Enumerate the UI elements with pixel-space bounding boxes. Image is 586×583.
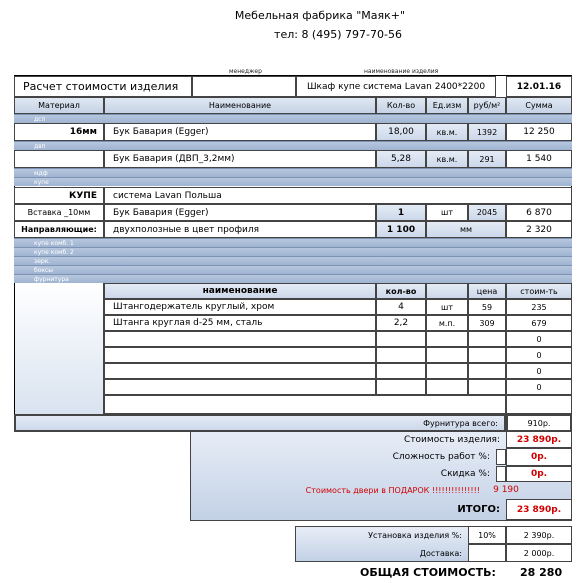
section-dvp: двп <box>14 141 572 150</box>
row-name: система Lavan Польша <box>104 187 572 204</box>
hw-item-unit <box>426 363 468 379</box>
product-field[interactable]: Шкаф купе система Lavan 2400*2200 <box>296 76 496 97</box>
hw-col-name: наименование <box>104 283 376 299</box>
cost-value: 23 890р. <box>506 431 572 448</box>
hw-item-qty[interactable]: 2,2 <box>376 315 426 331</box>
hw-item-cost: 679 <box>506 315 572 331</box>
hw-col-cost: стоим-ть <box>506 283 572 299</box>
row-unit: кв.м. <box>426 123 468 141</box>
col-price: руб/м² <box>468 97 506 114</box>
total-value: 23 890р. <box>506 499 572 520</box>
section-furnitura: фурнитура <box>14 274 572 283</box>
hw-item-unit <box>426 379 468 395</box>
col-unit: Ед.изм <box>426 97 468 114</box>
hw-col-unit <box>426 283 468 299</box>
row-name: Бук Бавария (Egger) <box>104 123 376 141</box>
section-boksy: боксы <box>14 265 572 274</box>
row-material: Направляющие: <box>14 221 104 238</box>
hw-item-price <box>468 347 506 363</box>
row-material: Вставка _10мм <box>14 204 104 221</box>
hw-item-unit <box>426 347 468 363</box>
hw-item-cost: 0 <box>506 363 572 379</box>
discount-input[interactable] <box>496 466 506 482</box>
hw-item-name: Штангодержатель круглый, хром <box>104 299 376 315</box>
section-dsp: дсп <box>14 114 572 123</box>
grand-total-label: ОБЩАЯ СТОИМОСТЬ: <box>360 566 496 579</box>
manager-label: менеджер <box>229 68 262 75</box>
row-sum: 12 250 <box>506 123 572 141</box>
delivery-label: Доставка: <box>419 548 462 558</box>
row-unit: кв.м. <box>426 150 468 168</box>
date-field[interactable]: 12.01.16 <box>506 76 572 97</box>
manager-field[interactable] <box>192 76 296 97</box>
complexity-input[interactable] <box>496 449 506 465</box>
col-sum: Сумма <box>506 97 572 114</box>
hw-item-cost: 0 <box>506 347 572 363</box>
section-mdf: мдф <box>14 168 572 177</box>
section-kupe: купе <box>14 177 572 186</box>
row-sum: 1 540 <box>506 150 572 168</box>
delivery-value: 2 000р. <box>506 544 572 562</box>
row-unit: мм <box>426 221 506 238</box>
row-price[interactable]: 2045 <box>468 204 506 221</box>
hw-item-qty[interactable] <box>376 363 426 379</box>
row-price[interactable]: 1392 <box>468 123 506 141</box>
hw-col-price: цена <box>468 283 506 299</box>
complexity-label: Сложность работ %: <box>392 452 490 462</box>
company-phone: тел: 8 (495) 797-70-56 <box>274 28 402 41</box>
hw-item-price <box>468 379 506 395</box>
hardware-total-value: 910р. <box>506 414 572 432</box>
hw-item-unit: м.п. <box>426 315 468 331</box>
section-zerkalo: зерк. <box>14 256 572 265</box>
row-qty[interactable]: 1 <box>376 204 426 221</box>
hw-item-price: 309 <box>468 315 506 331</box>
hardware-left-panel <box>15 283 104 414</box>
complexity-value: 0р. <box>506 448 572 466</box>
hw-item-name <box>104 363 376 379</box>
install-label: Установка изделия %: <box>368 530 462 540</box>
hw-item-cost: 0 <box>506 331 572 347</box>
hw-item-price <box>468 363 506 379</box>
row-price[interactable]: 291 <box>468 150 506 168</box>
discount-value: 0р. <box>506 466 572 482</box>
company-name: Мебельная фабрика "Маяк+" <box>234 9 406 22</box>
install-value: 2 390р. <box>506 526 572 544</box>
gift-label: Стоимость двери в ПОДАРОК !!!!!!!!!!!!!!! <box>305 485 480 495</box>
row-material: КУПЕ <box>14 187 104 204</box>
hw-item-name <box>104 331 376 347</box>
hw-blank-cost <box>506 395 572 414</box>
row-qty[interactable]: 1 100 <box>376 221 426 238</box>
row-sum: 2 320 <box>506 221 572 238</box>
section-kupe-komb2: купе комб. 2 <box>14 247 572 256</box>
col-qty: Кол-во <box>376 97 426 114</box>
row-qty[interactable]: 18,00 <box>376 123 426 141</box>
row-name: Бук Бавария (ДВП_3,2мм) <box>104 150 376 168</box>
hw-item-unit <box>426 331 468 347</box>
hw-item-qty[interactable]: 4 <box>376 299 426 315</box>
hw-item-unit: шт <box>426 299 468 315</box>
hw-item-cost: 0 <box>506 379 572 395</box>
row-material <box>14 150 104 168</box>
row-qty[interactable]: 5,28 <box>376 150 426 168</box>
hw-item-price <box>468 331 506 347</box>
delivery-input[interactable] <box>468 544 506 562</box>
discount-label: Скидка %: <box>440 469 490 479</box>
section-kupe-komb1: купе комб. 1 <box>14 238 572 247</box>
hw-item-qty[interactable] <box>376 331 426 347</box>
row-name: Бук Бавария (Egger) <box>104 204 376 221</box>
row-unit: шт <box>426 204 468 221</box>
hw-item-price: 59 <box>468 299 506 315</box>
product-name-label: наименование изделия <box>364 68 439 75</box>
row-material: 16мм <box>14 123 104 141</box>
gift-value: 9 190 <box>493 485 519 495</box>
row-sum: 6 870 <box>506 204 572 221</box>
col-material: Материал <box>14 97 104 114</box>
hw-item-qty[interactable] <box>376 379 426 395</box>
hardware-total-label: Фурнитура всего: <box>14 414 506 432</box>
grand-total-value: 28 280 <box>520 566 563 579</box>
hw-col-qty: кол-во <box>376 283 426 299</box>
row-name: двухполозные в цвет профиля <box>104 221 376 238</box>
calc-title: Расчет стоимости изделия <box>14 76 192 97</box>
total-label: ИТОГО: <box>457 504 500 515</box>
cost-label: Стоимость изделия: <box>404 434 500 445</box>
hw-item-cost: 235 <box>506 299 572 315</box>
col-name: Наименование <box>104 97 376 114</box>
hw-item-name <box>104 379 376 395</box>
hw-item-name: Штанга круглая d-25 мм, сталь <box>104 315 376 331</box>
hw-item-name <box>104 347 376 363</box>
hw-blank-row <box>104 395 506 414</box>
hw-item-qty[interactable] <box>376 347 426 363</box>
install-percent[interactable]: 10% <box>468 526 506 544</box>
